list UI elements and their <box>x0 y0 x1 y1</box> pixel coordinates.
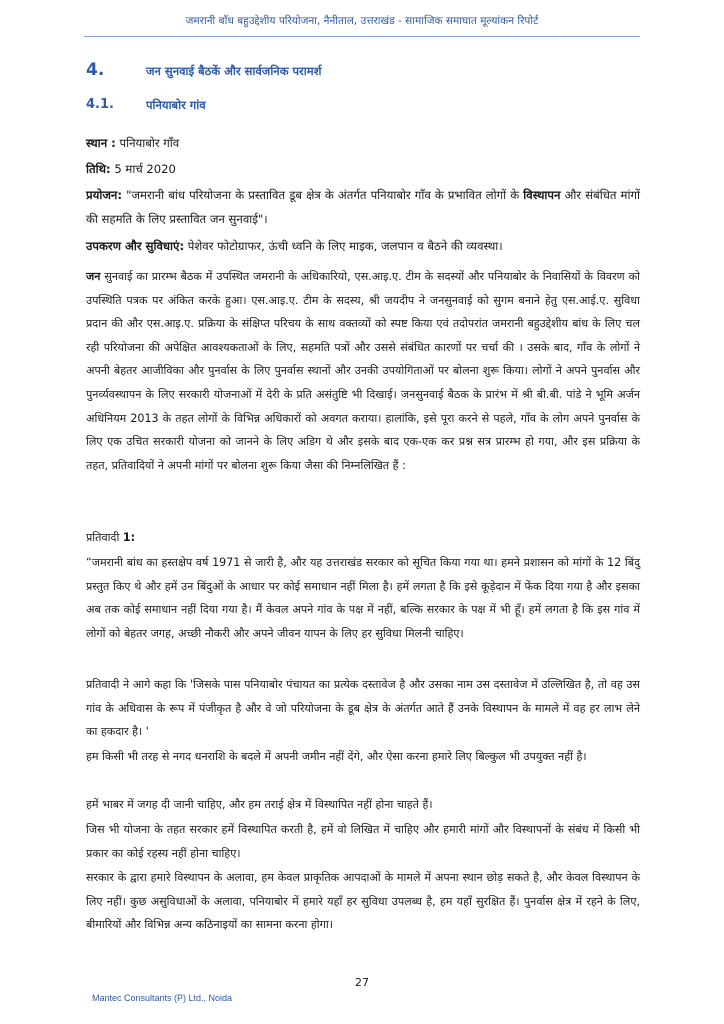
intro-paragraph <box>86 265 640 477</box>
paragraph-6: सरकार के द्वारा हमारे विस्थापन के अलावा, हम केवल प्राकृतिक आपदाओं के मामले में अपना स्थान छोड़ सकते है, और केवल विस्थापन के लिए नहीं। कुछ असुविधाओं के अलावा, पनियाबोर में हमारे यहाँ हर सुविधा उपलब्ध है, हम यहाँ सुरक्षित हैं। पुनर्वास क्षेत्र में रहने के लिए, बीमारियों और विभिन्न अन्य कठिनाइयों का सामना करना होगा। <box>86 871 640 932</box>
page-number: 27 <box>355 976 369 989</box>
respondent-number: 1: <box>122 531 135 544</box>
purpose-bold-word: विस्थापन <box>523 188 561 202</box>
respondent-label: प्रतिवादी <box>86 531 123 544</box>
paragraph-2: प्रतिवादी ने आगे कहा कि 'जिसके पास पनियाबोर पंचायत का प्रत्येक दस्तावेज है और उसका नाम उस दस्तावेज में उल्लिखित है, तो वह उस गांव के अधिवास के रूप में पंजीकृत है और वे जो परियोजना के डूब क्षेत्र के अंतर्गत आते हैं उनके विस्थापन के मामले में वह हर लाभ लेने का हकदार है। ' <box>86 678 640 739</box>
equipment-field <box>86 234 640 258</box>
date-field <box>86 157 640 181</box>
purpose-value-part2: और संबंधित मांगों की सहमति के लिए प्रस्तावित जन सुनवाई"। <box>86 188 640 226</box>
running-header: जमरानी बाँध बहुउद्देशीय परियोजना, नैनीताल, उत्तराखंड - सामाजिक समाघात मूल्यांकन रिपोर्ट <box>185 15 539 27</box>
place-value: पनियाबोर गाँव <box>115 136 180 150</box>
paragraph-5: जिस भी योजना के तहत सरकार हमें विस्थापित करती है, हमें वो लिखित में चाहिए और हमारी मांगों और विस्थापनों के संबंध में किसी भी प्रकार का कोई रहस्य नहीं होना चाहिए। <box>86 823 640 860</box>
purpose-field <box>86 183 640 231</box>
respondent-heading <box>86 526 640 550</box>
subsection-number: 4.1. <box>86 97 114 112</box>
place-label: स्थान : <box>86 136 116 150</box>
company-footer: Mantec Consultants (P) Ltd., Noida <box>92 993 233 1003</box>
paragraph-4: हमें भाबर में जगह दी जानी चाहिए, और हम तराई क्षेत्र में विस्थापित नहीं होना चाहते हैं। <box>86 798 433 811</box>
intro-bold-word: जन <box>86 270 101 283</box>
place-field <box>86 131 640 155</box>
equipment-value: पेशेवर फोटोग्राफर, ऊंची ध्वनि के लिए माइक, जलपान व बैठने की व्यवस्था। <box>184 239 503 253</box>
section-number: 4. <box>86 60 105 80</box>
header-divider <box>84 36 640 37</box>
subsection-title: पनियाबोर गांव <box>146 98 206 112</box>
quote-paragraph: “जमरानी बांध का हस्तक्षेप वर्ष 1971 से जारी है, और यह उत्तराखंड सरकार को सूचित किया गया था। हमने प्रशासन को मांगों के 12 बिंदु प्रस्तुत किए थे और हमें उन बिंदुओं के आधार पर कोई समाधान नहीं मिला है। हमें लगता है कि इसे कूड़ेदान में फेंक दिया गया है और इसका अब तक कोई समाधान नहीं दिया गया है। मैं केवल अपने गांव के पक्ष में नहीं, बल्कि सरकार के पक्ष में भी हूँ। हमें लगता है कि इस गांव में लोगों को बेहतर जगह, अच्छी नौकरी और अपने जीवन यापन के लिए हर सुविधा मिलनी चाहिए। <box>86 556 640 640</box>
date-value: 5 मार्च 2020 <box>110 162 176 176</box>
purpose-label: प्रयोजन: <box>86 188 122 202</box>
equipment-label: उपकरण और सुविधाएं: <box>86 239 185 253</box>
section-title: जन सुनवाई बैठकें और सार्वजनिक परामर्श <box>146 64 322 78</box>
intro-text: सुनवाई का प्रारम्भ बैठक में उपस्थित जमरानी के अधिकारियो, एस.आइ.ए. टीम के सदस्यों और पनियाबोर के निवासियों के विवरण को उपस्थिति पत्रक पर अंकित करके हुआ। एस.आइ.ए. टीम के सदस्य, श्री जयदीप ने जनसुनवाई को सुगम बनाने हेतु एस.आई.ए. सुविधा प्रदान की और एस.आइ.ए. प्रक्रिया के संक्षिप्त परिचय के साथ वक्तव्यों को स्पष्ट किया एवं तदोपरांत जमरानी बहुउद्देशीय बांध के लिए चल रही परियोजना की अपेक्षित आवश्यकताओं के लिए, सहमति पत्रों और उससे संबंधित कारणों पर चर्चा की । उसके बाद, गाँव के लोगों ने अपनी बेहतर आजीविका और पुनर्वास के लिए पुनर्वास स्थानों और उनकी उपयोगिताओं पर बोलना शुरू किया। लोगों ने अपने पुनर्वास और पुनर्व्यवस्थापन के लिए सरकारी योजनाओं में देरी के प्रति असंतुष्टि भी दिखाई। जनसुनवाई बैठक के प्रारंभ में श्री बी.बी. पांडे ने भूमि अर्जन अधिनियम 2013 के तहत लोगों के विभिन्न अधिकारों को अवगत कराया। हालांकि, इसे पूरा करने से पहले, गाँव के लोग अपने पुनर्वास के लिए एक उचित सरकारी योजना को जानने के लिए अडिग थे और इसके बाद एक-एक कर प्रश्न सत्र प्रारम्भ हो गया, और इस प्रक्रिया के तहत, प्रतिवादियों ने अपनी मांगों पर बोलना शुरू किया जैसा की निम्नलिखित हैं : <box>86 270 640 472</box>
purpose-value-part1: "जमरानी बांध परियोजना के प्रस्तावित डूब क्षेत्र के अंतर्गत पनियाबोर गाँव के प्रभावित लोगों के <box>122 188 524 202</box>
paragraph-3: हम किसी भी तरह से नगद धनराशि के बदले में अपनी जमीन नहीं देंगे, और ऐसा करना हमारे लिए बिल्कुल भी उपयुक्त नहीं है। <box>86 750 587 763</box>
date-label: तिथि: <box>86 162 111 176</box>
